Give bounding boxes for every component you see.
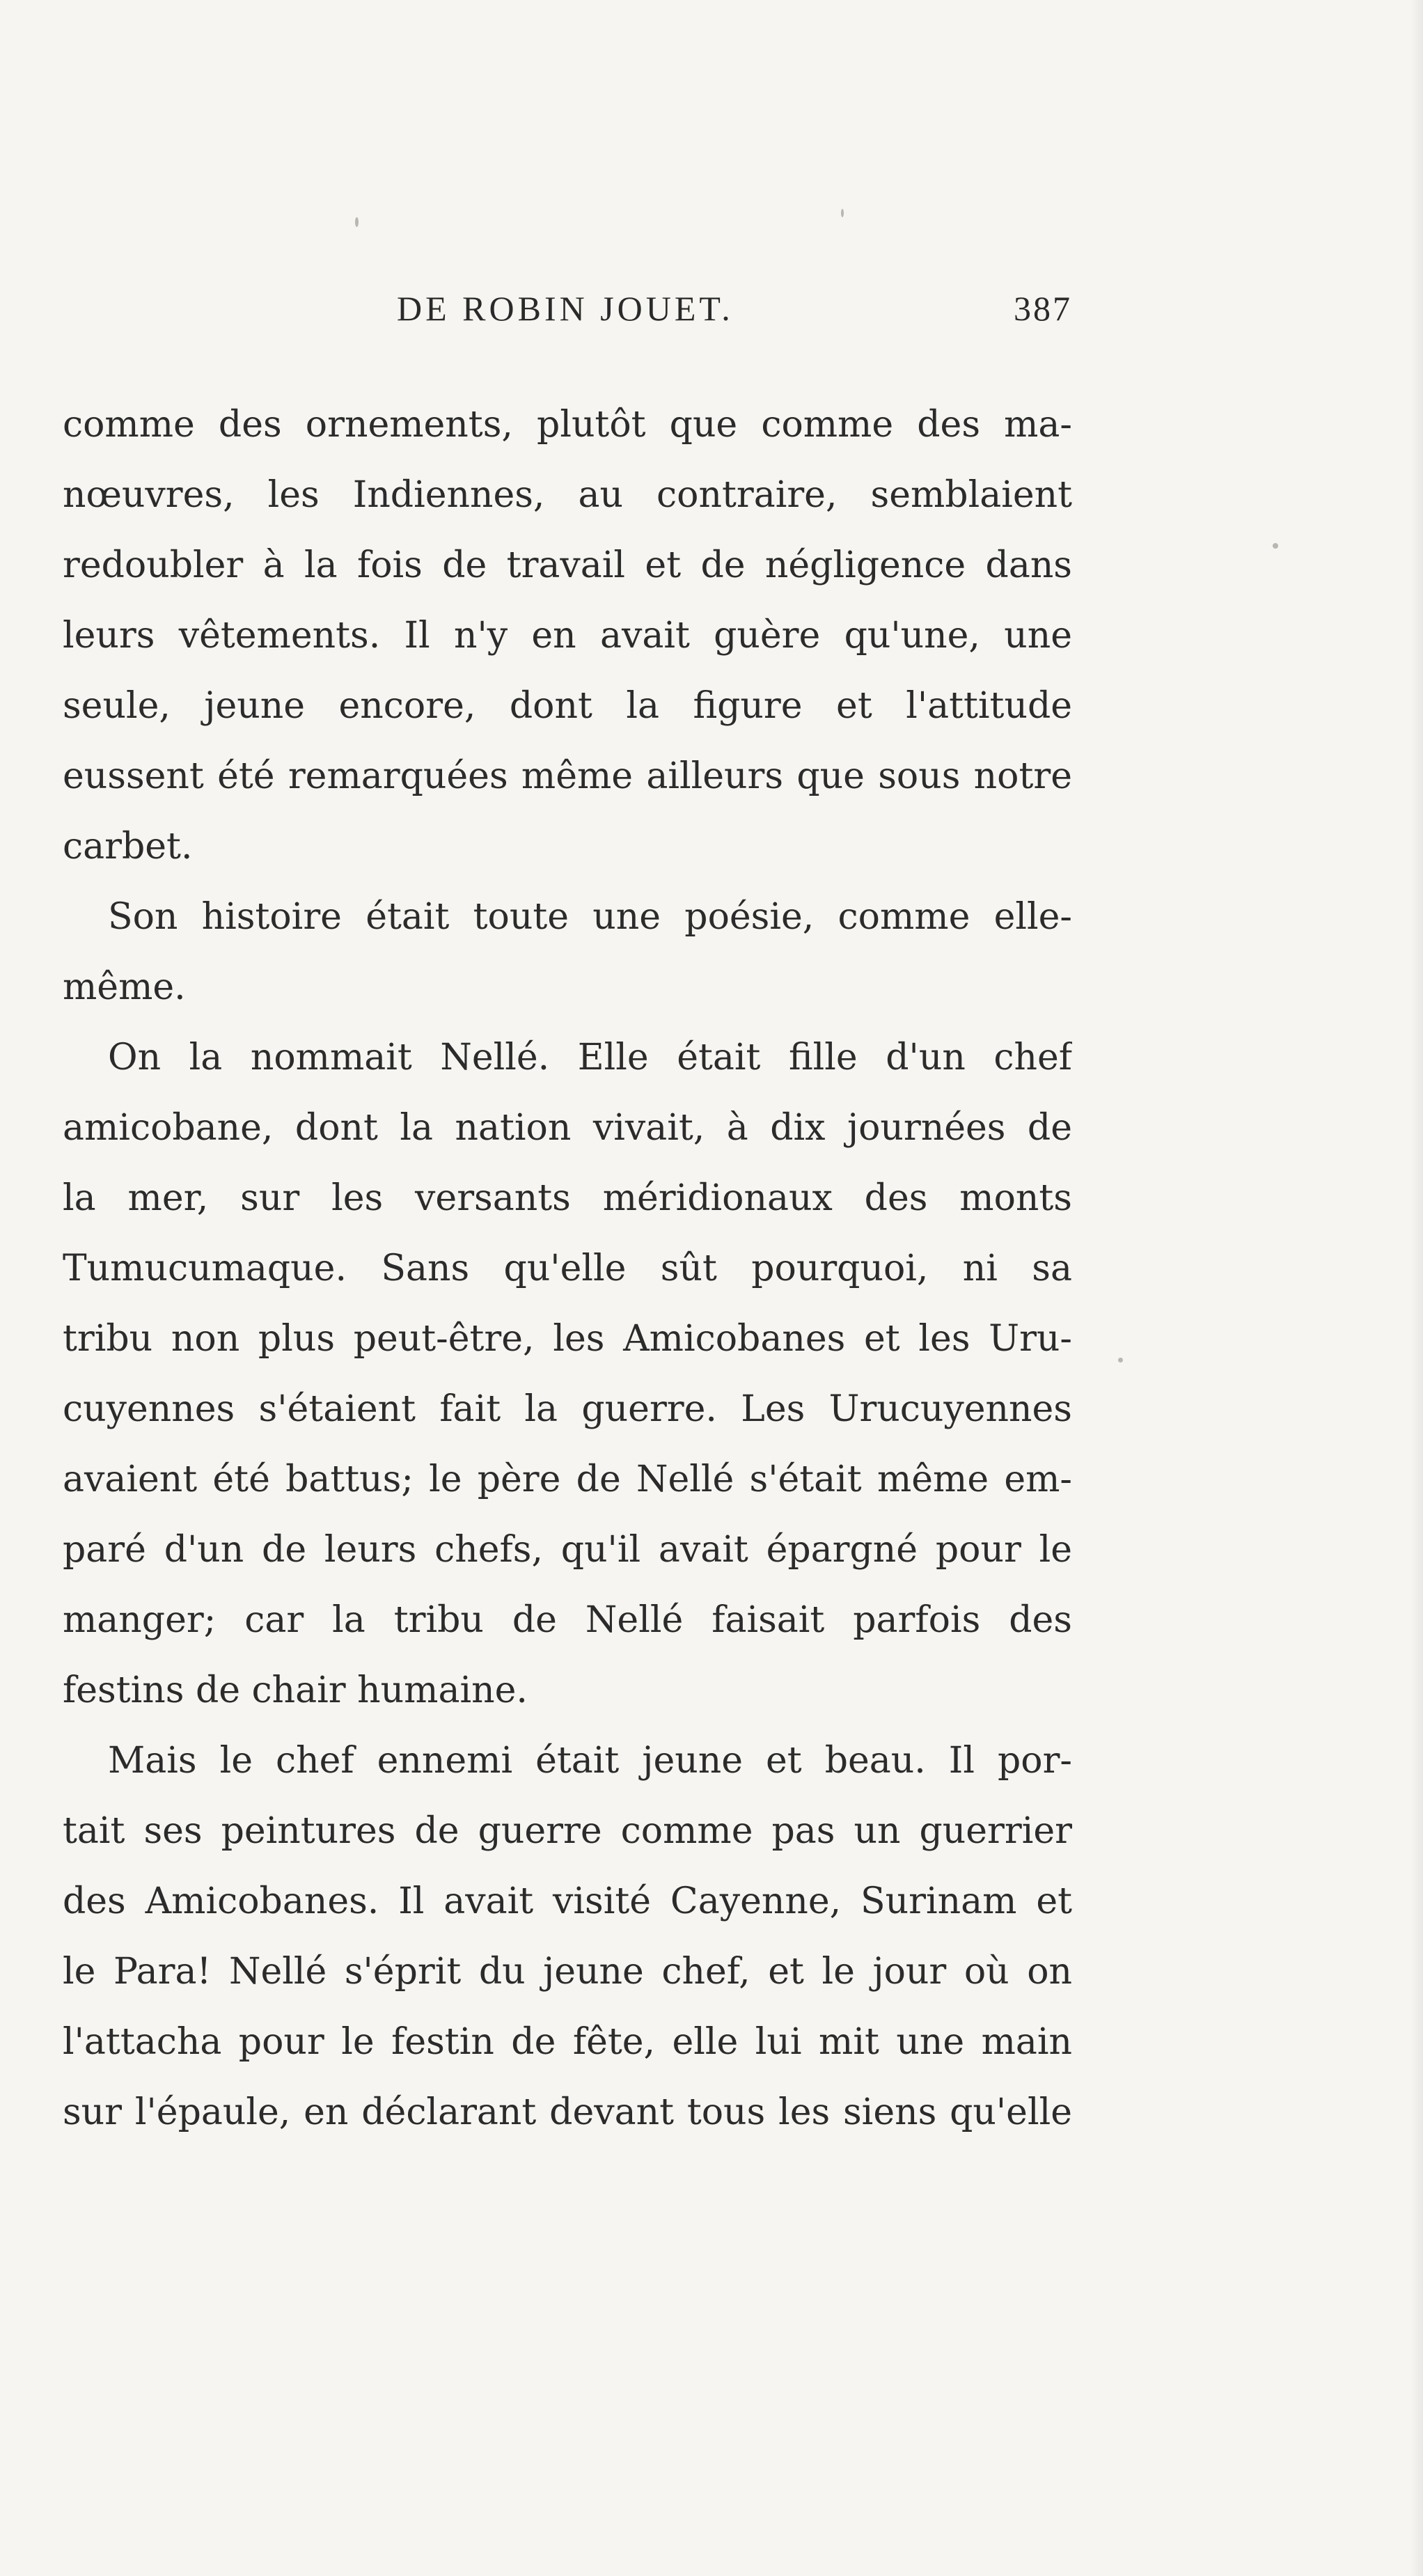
text-line: manger; car la tribu de Nellé faisait parfois des [63,1599,1072,1641]
text-line: comme des ornements, plutôt que comme des ma- [63,404,1072,446]
text-line: tait ses peintures de guerre comme pas un guerrier [63,1810,1072,1852]
text-line: nœuvres, les Indiennes, au contraire, semblaient [63,474,1072,516]
text-line: sur l'épaule, en déclarant devant tous les siens qu'elle [63,2091,1072,2133]
paper-speck [1118,1358,1123,1362]
text-line: redoubler à la fois de travail et de négligence dans [63,544,1072,586]
page-number: 387 [1014,289,1072,328]
text-line: même. [63,966,186,1008]
body-text [63,390,1072,2148]
text-line: avaient été battus; le père de Nellé s'était même em- [63,1459,1072,1500]
text-line: seule, jeune encore, dont la figure et l'attitude [63,685,1072,727]
running-head: DE ROBIN JOUET. [397,289,734,328]
paper-speck [841,209,844,217]
text-line: Tumucumaque. Sans qu'elle sût pourquoi, ni sa [63,1248,1072,1289]
text-line: carbet. [63,826,193,867]
page-edge-shadow [1410,0,1423,2576]
text-line: leurs vêtements. Il n'y en avait guère qu'une, une [63,615,1072,657]
text-line: des Amicobanes. Il avait visité Cayenne, Surinam et [63,1880,1072,1922]
text-line: amicobane, dont la nation vivait, à dix journées de [63,1107,1072,1149]
text-line: l'attacha pour le festin de fête, elle lui mit une main [63,2021,1072,2063]
page-header [63,288,1072,344]
text-line: le Para! Nellé s'éprit du jeune chef, et le jour où on [63,1951,1072,1993]
paper-speck [1273,543,1278,549]
text-line: On la nommait Nellé. Elle était fille d'un chef [108,1037,1072,1078]
text-line: Son histoire était toute une poésie, comme elle- [108,896,1072,938]
paper-speck [355,217,359,227]
text-line: paré d'un de leurs chefs, qu'il avait épargné pour le [63,1529,1072,1571]
text-line: cuyennes s'étaient fait la guerre. Les Urucuyennes [63,1388,1072,1430]
text-line: tribu non plus peut-être, les Amicobanes et les Uru- [63,1318,1072,1360]
text-line: eussent été remarquées même ailleurs que sous notre [63,755,1072,797]
text-line: la mer, sur les versants méridionaux des monts [63,1177,1072,1219]
text-line: festins de chair humaine. [63,1670,528,1711]
text-line: Mais le chef ennemi était jeune et beau. Il por- [108,1740,1072,1782]
